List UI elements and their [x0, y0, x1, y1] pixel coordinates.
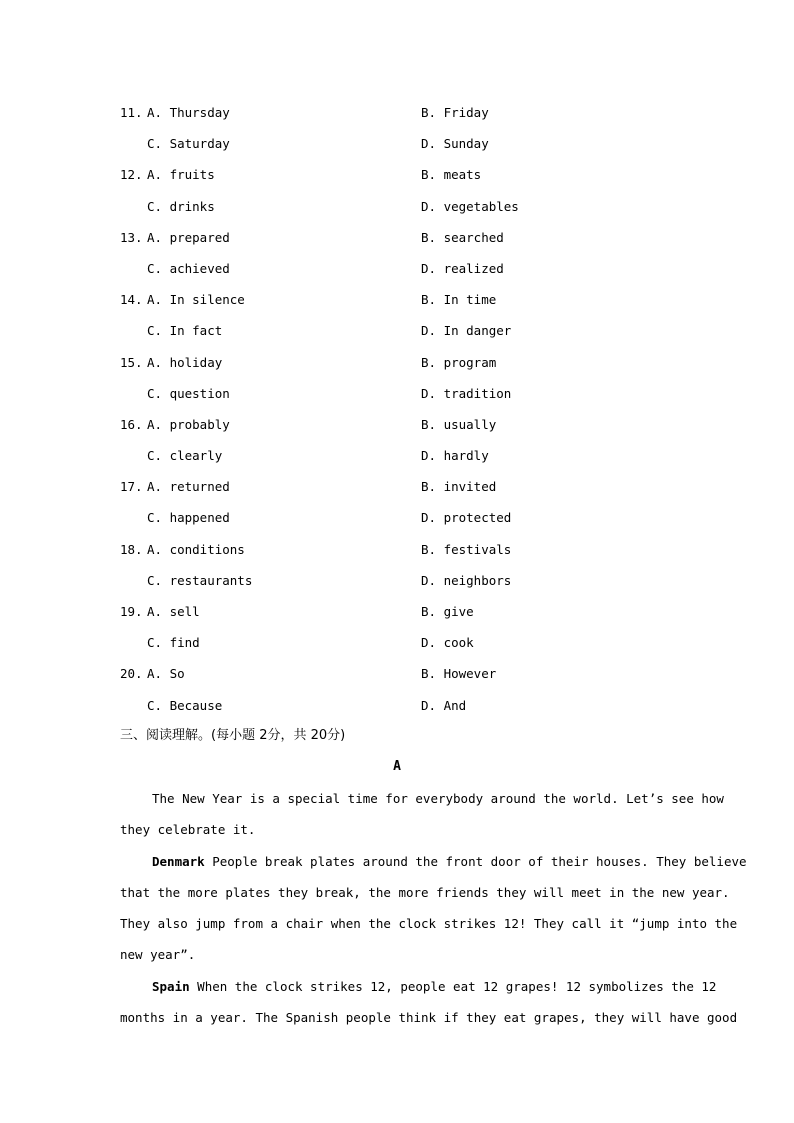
option-c: C. find	[147, 635, 200, 651]
section-heading: 三、阅读理解。(每小题 2分，共 20分)	[120, 728, 346, 743]
reading-passage	[120, 783, 747, 1033]
question-number: 19.	[120, 604, 143, 619]
passage-line: that the more plates they break, the more friends they will meet in the new year.	[120, 884, 730, 900]
option-a: A. probably	[147, 416, 230, 432]
question-number: 18.	[120, 541, 143, 557]
option-b: B. give	[421, 604, 474, 619]
option-b: B. invited	[421, 479, 497, 495]
passage-text: When the clock strikes 12, people eat 12 grapes! 12 symbolizes the 12	[189, 978, 717, 994]
option-d: D. neighbors	[421, 572, 512, 588]
option-b: B. festivals	[421, 541, 512, 557]
option-d: D. hardly	[421, 448, 489, 464]
question-row	[120, 440, 680, 471]
question-row	[120, 347, 680, 378]
option-d: D. tradition	[421, 385, 512, 401]
passage-text: People break plates around the front door of their houses. They believe	[204, 853, 747, 869]
option-a: A. prepared	[147, 229, 230, 245]
passage-line: They also jump from a chair when the clock strikes 12! They call it “jump into the	[120, 916, 738, 932]
passage-line: new year”.	[120, 947, 196, 963]
option-b: B. In time	[421, 292, 497, 308]
option-a: A. returned	[147, 479, 230, 495]
question-row	[120, 128, 680, 159]
option-d: D. And	[421, 697, 467, 713]
question-row	[120, 159, 680, 190]
question-row	[120, 502, 680, 533]
option-b: B. meats	[421, 167, 482, 183]
passage-title: A	[393, 759, 401, 774]
question-row	[120, 284, 680, 315]
question-number: 11.	[120, 105, 143, 120]
option-d: D. Sunday	[421, 136, 489, 152]
question-number: 14.	[120, 292, 143, 308]
question-number: 16.	[120, 416, 143, 432]
question-row	[120, 222, 680, 253]
question-number: 20.	[120, 666, 143, 682]
question-row	[120, 315, 680, 346]
question-row	[120, 596, 680, 627]
question-row	[120, 97, 680, 128]
option-b: B. However	[421, 666, 497, 682]
cloze-options-list	[120, 97, 680, 721]
country-keyword: Denmark	[152, 853, 205, 869]
option-c: C. restaurants	[147, 572, 253, 588]
question-number: 17.	[120, 479, 143, 495]
question-row	[120, 471, 680, 502]
option-c: C. In fact	[147, 323, 223, 339]
question-row	[120, 534, 680, 565]
option-a: A. Thursday	[147, 105, 230, 120]
question-number: 15.	[120, 354, 143, 370]
option-b: B. searched	[421, 229, 504, 245]
option-c: C. happened	[147, 510, 230, 526]
question-row	[120, 565, 680, 596]
option-a: A. sell	[147, 604, 200, 619]
question-row	[120, 253, 680, 284]
option-c: C. Because	[147, 697, 223, 713]
option-d: D. protected	[421, 510, 512, 526]
passage-line: The New Year is a special time for everybody around the world. Let’s see how	[152, 791, 724, 806]
option-c: C. drinks	[147, 198, 215, 214]
option-a: A. fruits	[147, 167, 215, 183]
option-d: D. vegetables	[421, 198, 519, 214]
option-c: C. clearly	[147, 448, 223, 464]
question-number: 13.	[120, 229, 143, 245]
passage-line	[120, 846, 747, 877]
question-row	[120, 658, 680, 689]
option-b: B. usually	[421, 416, 497, 432]
question-row	[120, 690, 680, 721]
country-keyword: Spain	[152, 978, 190, 994]
passage-line	[120, 971, 717, 1002]
option-c: C. question	[147, 385, 230, 401]
question-number: 12.	[120, 167, 143, 183]
option-a: A. In silence	[147, 292, 245, 308]
passage-line: they celebrate it.	[120, 822, 256, 838]
option-a: A. conditions	[147, 541, 245, 557]
option-d: D. realized	[421, 260, 504, 276]
option-d: D. cook	[421, 635, 474, 651]
question-row	[120, 378, 680, 409]
option-a: A. So	[147, 666, 185, 682]
option-b: B. Friday	[421, 105, 489, 120]
option-b: B. program	[421, 354, 497, 370]
passage-line: months in a year. The Spanish people think if they eat grapes, they will have good	[120, 1010, 738, 1026]
option-a: A. holiday	[147, 354, 223, 370]
option-c: C. achieved	[147, 260, 230, 276]
question-row	[120, 409, 680, 440]
option-c: C. Saturday	[147, 136, 230, 152]
question-row	[120, 627, 680, 658]
question-row	[120, 191, 680, 222]
option-d: D. In danger	[421, 323, 512, 339]
